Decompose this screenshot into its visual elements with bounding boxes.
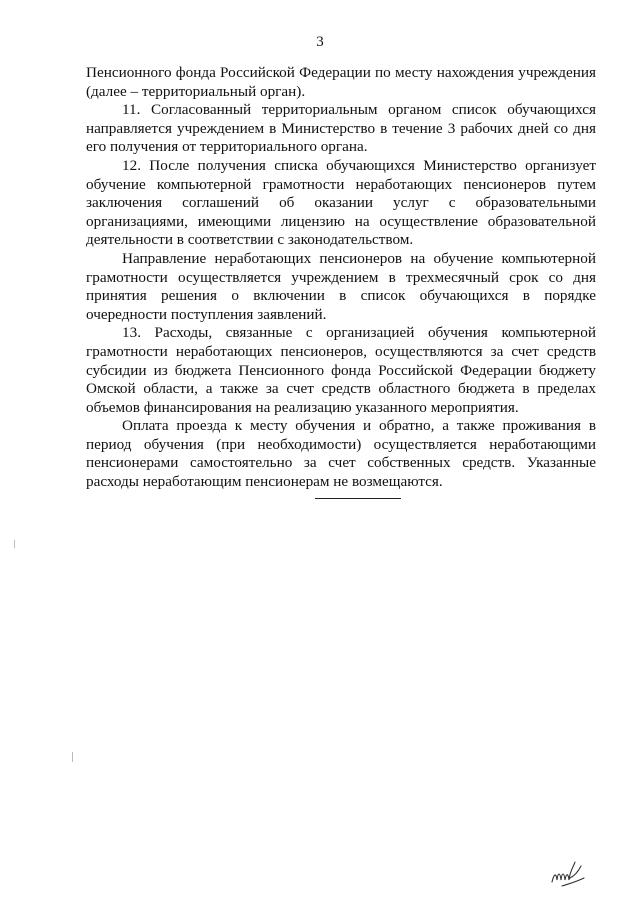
paragraph-item-13: 13. Расходы, связанные с организацией обучения компьютерной грамотности неработающих пенсионеров, осуществляются за счет средств субсидии из бюджета Пенсионного фонда Российской Федерации бюджету Омской области, а также за счет средств областного бюджета в пределах объемов финансирования на реализацию указанного мероприятия. [86, 324, 596, 416]
paragraph-item-12: 12. После получения списка обучающихся Министерство организует обучение компьютерной грамотности неработающих пенсионеров путем заключения соглашений об оказании услуг с образовательными организациями, имеющими лицензию на осуществление образовательной деятельности в соответствии с законодательством. [86, 156, 596, 249]
scan-mark-left-upper [14, 540, 15, 548]
paragraph-item-11: 11. Согласованный территориальным органом список обучающихся направляется учреждением в Министерство в течение 3 рабочих дней со дня его получения от территориального органа. [86, 101, 596, 156]
document-body [86, 64, 596, 492]
end-divider-line [315, 498, 401, 499]
signature-initials-icon [548, 860, 588, 890]
paragraph-referral: Направление неработающих пенсионеров на обучение компьютерной грамотности осуществляется учреждением в трехмесячный срок со дня принятия решения о включении в список обучающихся в порядке очередности поступления заявлений. [86, 249, 596, 323]
paragraph-travel-costs: Оплата проезда к месту обучения и обратно, а также проживания в период обучения (при необходимости) осуществляется неработающими пенсионерами самостоятельно за счет собственных средств. Указанные расходы неработающим пенсионерам не возмещаются. [86, 417, 596, 491]
page-number: 3 [316, 34, 324, 50]
scan-mark-left-lower [72, 752, 73, 762]
paragraph-continuation: Пенсионного фонда Российской Федерации по месту нахождения учреждения (далее – территориальный орган). [86, 64, 596, 100]
